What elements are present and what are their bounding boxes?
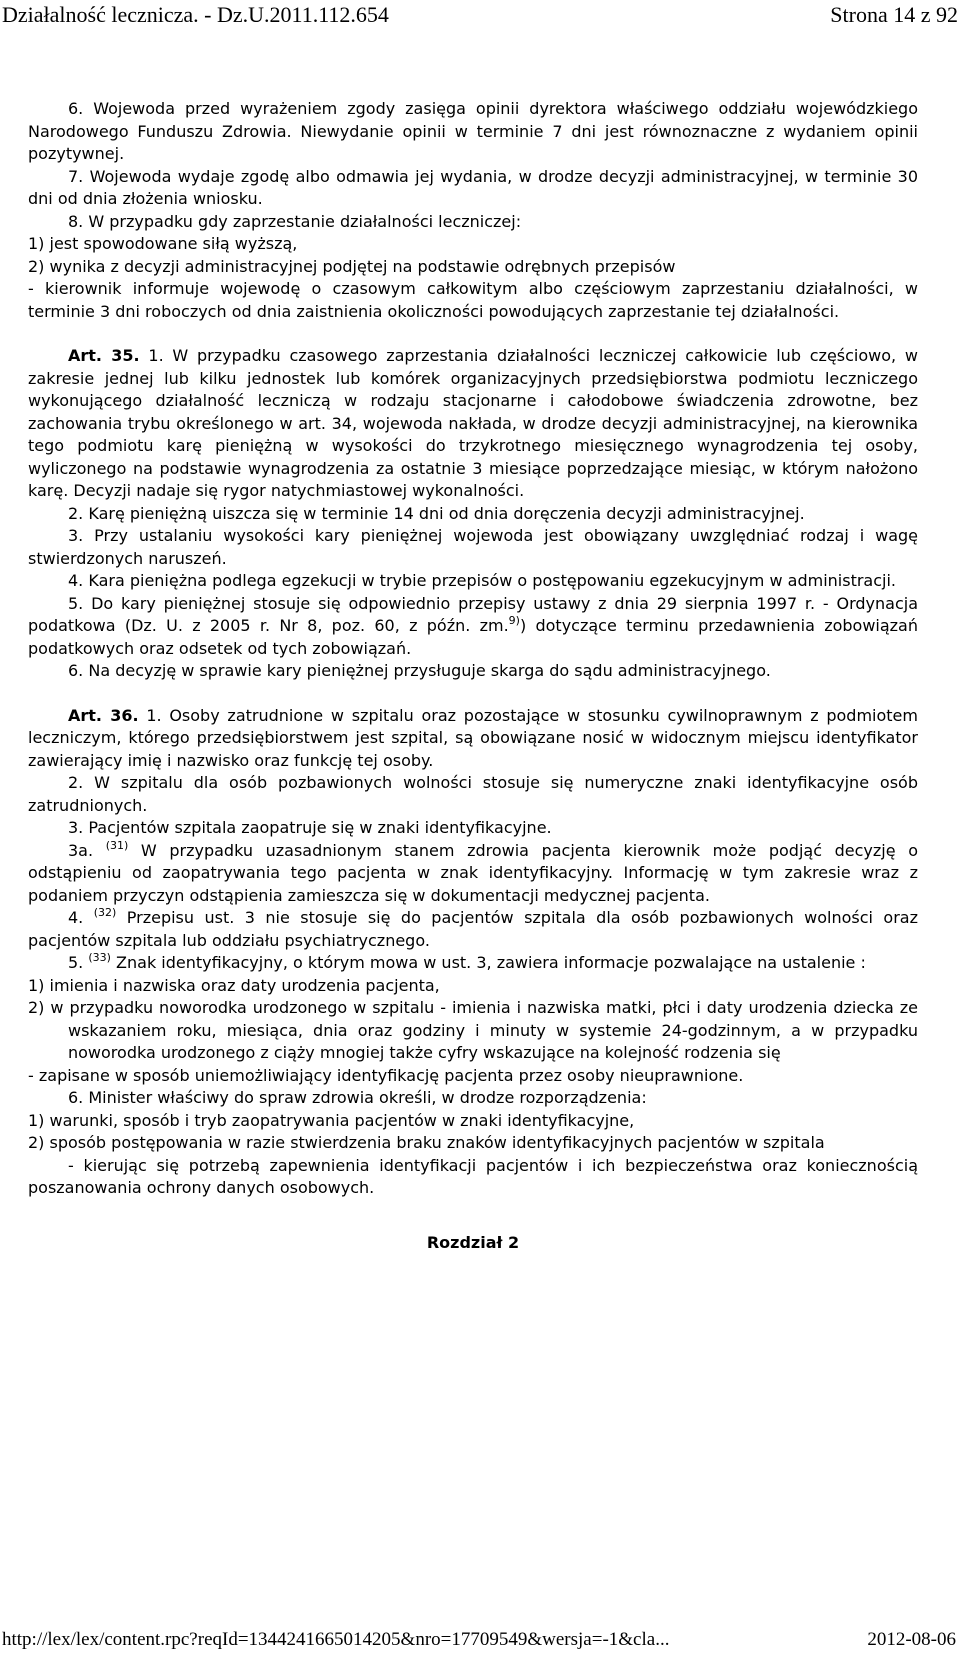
footnote-ref: (32) bbox=[93, 906, 117, 919]
art-36-paragraph-4: 4. $^{(32)}$ Przepisu ust. 3 nie stosuje się do pacjentów szpitala dla osób pozbawionych wolności oraz pacjentów szpitala lub oddziału psychiatrycznego. bbox=[28, 906, 918, 950]
footnote-ref: (31) bbox=[105, 838, 129, 852]
paragraph-8: 8. W przypadku gdy zaprzestanie działalności leczniczej: bbox=[68, 211, 522, 231]
art-36-paragraph-5: 5. $^{(33)}$ Znak identyfikacyjny, o którym mowa w ust. 3, zawiera informacje pozwalające na ustalenie : bbox=[68, 951, 866, 972]
paragraph-8-tail: - kierownik informuje wojewodę o czasowym całkowitym albo częściowym zaprzestaniu działalności, w terminie 3 dni roboczych od dnia zaistnienia okoliczności powodujących zaprzestanie tej działalności. bbox=[28, 279, 918, 321]
document-title: Działalność lecznicza. - Dz.U.2011.112.654 bbox=[2, 2, 389, 27]
page-header bbox=[0, 0, 960, 34]
paragraph-8-point-2: 2) wynika z decyzji administracyjnej podjętej na podstawie odrębnych przepisów bbox=[28, 256, 676, 276]
source-url: http://lex/lex/content.rpc?reqId=1344241665014205&nro=17709549&wersja=-1&cla... bbox=[2, 1629, 670, 1650]
document-body bbox=[28, 98, 918, 1254]
art-36-paragraph-3a: 3a. $^{(31)}$ W przypadku uzasadnionym stanem zdrowia pacjenta kierownik może podjąć decyzję o odstąpieniu od zaopatrywania tego pacjenta w znak identyfikacyjny. Informację w tym zakresie wraz z podaniem przyczyn odstąpienia zamieszcza się w dokumentacji medycznej pacjenta. bbox=[28, 838, 918, 905]
art-36-paragraph-6-point-1: 1) warunki, sposób i tryb zaopatrywania pacjentów w znaki identyfikacyjne, bbox=[28, 1110, 635, 1130]
art-36-paragraph-3: 3. Pacjentów szpitala zaopatruje się w znaki identyfikacyjne. bbox=[68, 818, 552, 837]
print-date: 2012-08-06 bbox=[867, 1629, 956, 1650]
art-36-paragraph-6-tail: - kierując się potrzebą zapewnienia identyfikacji pacjentów i ich bezpieczeństwa oraz koniecznością poszanowania ochrony danych osobowych. bbox=[28, 1155, 918, 1197]
art-36-paragraph-5-tail: - zapisane w sposób uniemożliwiający identyfikację pacjenta przez osoby nieuprawnione. bbox=[28, 1065, 744, 1085]
paragraph-8-point-1: 1) jest spowodowane siłą wyższą, bbox=[28, 234, 298, 253]
art-35-label: Art. 35. bbox=[68, 346, 140, 365]
paragraph-6: 6. Wojewoda przed wyrażeniem zgody zasięga opinii dyrektora właściwego oddziału wojewódzkiego Narodowego Funduszu Zdrowia. Niewydanie opinii w terminie 7 dni jest równoznaczne z wydaniem opinii pozytywnej. bbox=[28, 99, 918, 163]
footnote-ref: 9) bbox=[508, 614, 520, 627]
footnote-ref: (33) bbox=[88, 951, 111, 964]
art-36-paragraph-1: Art. 36. 1. Osoby zatrudnione w szpitalu oraz pozostające w stosunku cywilnoprawnym z podmiotem leczniczym, którego przedsiębiorstwem jest szpital, są obowiązane nosić w widocznym miejscu identyfikator zawierający imię i nazwisko oraz funkcję tej osoby. bbox=[28, 705, 918, 770]
art-35-paragraph-3: 3. Przy ustalaniu wysokości kary pieniężnej wojewoda jest obowiązany uwzględniać rodzaj i wagę stwierdzonych naruszeń. bbox=[28, 526, 918, 568]
paragraph-7: 7. Wojewoda wydaje zgodę albo odmawia jej wydania, w drodze decyzji administracyjnej, w terminie 30 dni od dnia złożenia wniosku. bbox=[28, 166, 918, 208]
chapter-heading: Rozdział 2 bbox=[426, 1232, 520, 1252]
art-36-label: Art. 36. bbox=[68, 705, 139, 725]
art-36-paragraph-5-point-2: 2) w przypadku noworodka urodzonego w szpitalu - imienia i nazwiska matki, płci i daty urodzenia dziecka ze wskazaniem roku, miesiąca, dnia oraz godziny i minuty w systemie 24-godzinnym, a w przypadku noworodka urodzonego z ciąży mnogiej także cyfry wskazujące na kolejność rodzenia się bbox=[28, 998, 918, 1062]
art-35-paragraph-4: 4. Kara pieniężna podlega egzekucji w trybie przepisów o postępowaniu egzekucyjnym w administracji. bbox=[68, 571, 896, 590]
art-35-paragraph-2: 2. Karę pieniężną uiszcza się w terminie 14 dni od dnia doręczenia decyzji administracyjnej. bbox=[68, 503, 805, 523]
page-number: Strona 14 z 92 bbox=[830, 2, 958, 27]
art-36-paragraph-2: 2. W szpitalu dla osób pozbawionych wolności stosuje się numeryczne znaki identyfikacyjne osób zatrudnionych. bbox=[28, 773, 918, 815]
art-36-paragraph-6-point-2: 2) sposób postępowania w razie stwierdzenia braku znaków identyfikacyjnych pacjentów w szpitala bbox=[28, 1133, 825, 1152]
art-36-paragraph-5-point-1: 1) imienia i nazwiska oraz daty urodzenia pacjenta, bbox=[28, 975, 440, 995]
art-35-paragraph-1: Art. 35. 1. W przypadku czasowego zaprzestania działalności leczniczej całkowicie lub częściowo, w zakresie jednej lub kilku jednostek lub komórek organizacyjnych przedsiębiorstwa podmiotu leczniczego wykonującego działalność leczniczą w rodzaju stacjonarne i całodobowe świadczenia zdrowotne, bez zachowania trybu określonego w art. 34, wojewoda nakłada, w drodze decyzji administracyjnej, na kierownika tego podmiotu karę pieniężną w wysokości do trzykrotnego miesięcznego wynagrodzenia tej osoby, wyliczonego na podstawie wynagrodzenia za ostatnie 3 miesiące poprzedzające miesiąc, w którym nałożono karę. Decyzji nadaje się rygor natychmiastowej wykonalności. bbox=[28, 346, 918, 500]
art-36-paragraph-6: 6. Minister właściwy do spraw zdrowia określi, w drodze rozporządzenia: bbox=[68, 1088, 647, 1107]
art-35-paragraph-6: 6. Na decyzję w sprawie kary pieniężnej przysługuje skarga do sądu administracyjnego. bbox=[68, 661, 771, 680]
page-footer bbox=[0, 1624, 960, 1654]
art-35-paragraph-5: 5. Do kary pieniężnej stosuje się odpowiednio przepisy ustawy z dnia 29 sierpnia 1997 r. - Ordynacja podatkowa (Dz. U. z 2005 r. Nr 8, poz. 60, z późn. zm.$^{9)}$) dotyczące terminu przedawnienia zobowiązań podatkowych oraz odsetek od tych zobowiązań. bbox=[28, 593, 918, 658]
